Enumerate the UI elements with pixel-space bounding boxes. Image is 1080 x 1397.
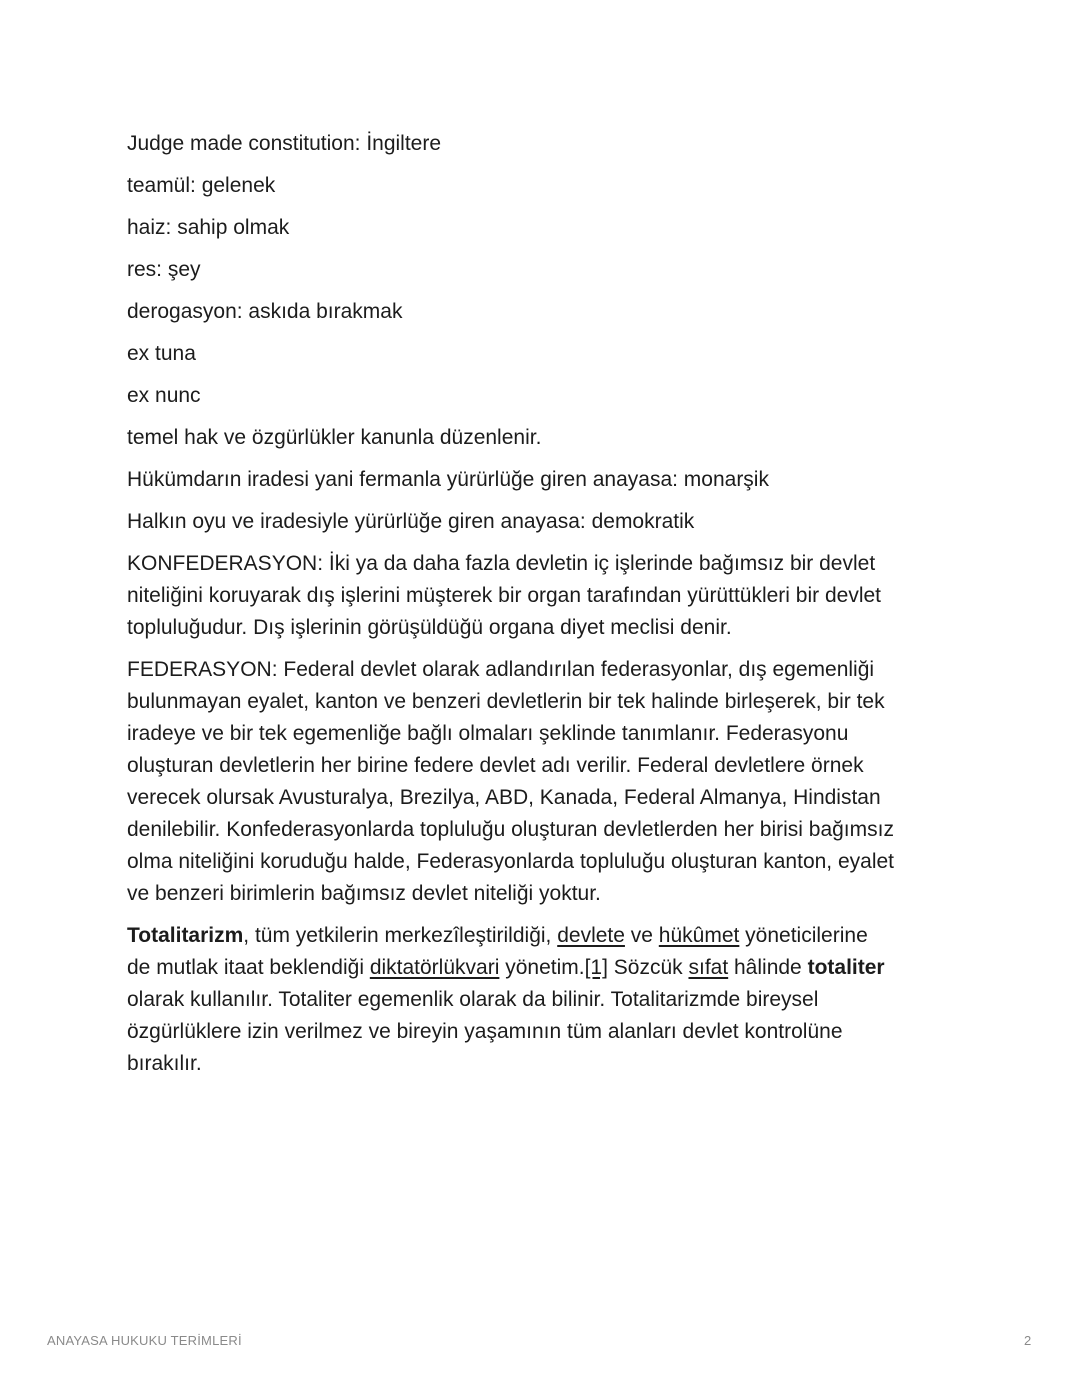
paragraph-line: verecek olursak Avusturalya, Brezilya, ABD, Kanada, Federal Almanya, Hindistan <box>127 786 881 809</box>
link-sifat[interactable]: sıfat <box>688 956 729 979</box>
paragraph-line: olma niteliğini koruduğu halde, Federasyonlarda topluluğu oluşturan kanton, eyalet <box>127 850 895 873</box>
term-line: ex nunc <box>127 384 201 407</box>
text: hâlinde <box>728 956 808 979</box>
paragraph-line: oluşturan devletlerin her birine federe devlet adı verilir. Federal devletlere örnek <box>127 754 864 777</box>
page-number: 2 <box>1024 1333 1032 1348</box>
paragraph-line: niteliğini koruyarak dış işlerini müşterek bir organ tarafından yürüttükleri bir devlet <box>127 584 882 607</box>
paragraph-line: özgürlüklere izin verilmez ve bireyin yaşamının tüm alanları devlet kontrolüne <box>127 1020 843 1043</box>
paragraph-line <box>127 920 987 952</box>
term-line: ex tuna <box>127 342 196 365</box>
totalitarizm-paragraph <box>127 920 987 1080</box>
paragraph-line: topluluğudur. Dış işlerinin görüşüldüğü organa diyet meclisi denir. <box>127 616 732 639</box>
term-line: Halkın oyu ve iradesiyle yürürlüğe giren anayasa: demokratik <box>127 510 695 533</box>
paragraph-line: denilebilir. Konfederasyonlarda topluluğu oluşturan devletlerden her birisi bağımsız <box>127 818 894 841</box>
term-line: teamül: gelenek <box>127 174 276 197</box>
link-diktatorlukvari[interactable]: diktatörlükvari <box>369 956 500 979</box>
federasyon-paragraph <box>127 654 987 910</box>
paragraph-line: ve benzeri birimlerin bağımsız devlet niteliği yoktur. <box>127 882 601 905</box>
term-line: haiz: sahip olmak <box>127 216 290 239</box>
text: de mutlak itaat beklendiği <box>127 956 370 979</box>
konfederasyon-paragraph <box>127 548 987 644</box>
term-line: Hükümdarın iradesi yani fermanla yürürlüğe giren anayasa: monarşik <box>127 468 769 491</box>
text: Sözcük <box>607 956 689 979</box>
paragraph-line: olarak kullanılır. Totaliter egemenlik olarak da bilinir. Totalitarizmde bireysel <box>127 988 819 1011</box>
reference-link[interactable]: [1] <box>584 956 608 979</box>
paragraph-line: KONFEDERASYON: İki ya da daha fazla devletin iç işlerinde bağımsız bir devlet <box>127 552 876 575</box>
text: yönetim. <box>499 956 585 979</box>
paragraph-line: iradeye ve bir tek egemenliğe bağlı olmaları şeklinde tanımlanır. Federasyonu <box>127 722 849 745</box>
term-line: Judge made constitution: İngiltere <box>127 132 442 155</box>
link-devlete[interactable]: devlete <box>557 924 625 947</box>
term-line: derogasyon: askıda bırakmak <box>127 300 403 323</box>
bold-term: Totalitarizm <box>127 924 244 947</box>
text: ve <box>624 924 659 947</box>
paragraph-line: bulunmayan eyalet, kanton ve benzeri devletlerin bir tek halinde birleşerek, bir tek <box>127 690 885 713</box>
term-line: res: şey <box>127 258 201 281</box>
paragraph-line: FEDERASYON: Federal devlet olarak adlandırılan federasyonlar, dış egemenliği <box>127 658 875 681</box>
text: , tüm yetkilerin merkezîleştirildiği, <box>243 924 558 947</box>
bold-term: totaliter <box>807 956 885 979</box>
footer-document-title: ANAYASA HUKUKU TERİMLERİ <box>47 1333 242 1348</box>
text: yöneticilerine <box>739 924 868 947</box>
term-line: temel hak ve özgürlükler kanunla düzenlenir. <box>127 426 542 449</box>
document-body <box>127 128 987 1090</box>
paragraph-line <box>127 952 987 984</box>
link-hukumet[interactable]: hükûmet <box>658 924 740 947</box>
paragraph-line: bırakılır. <box>127 1052 202 1075</box>
